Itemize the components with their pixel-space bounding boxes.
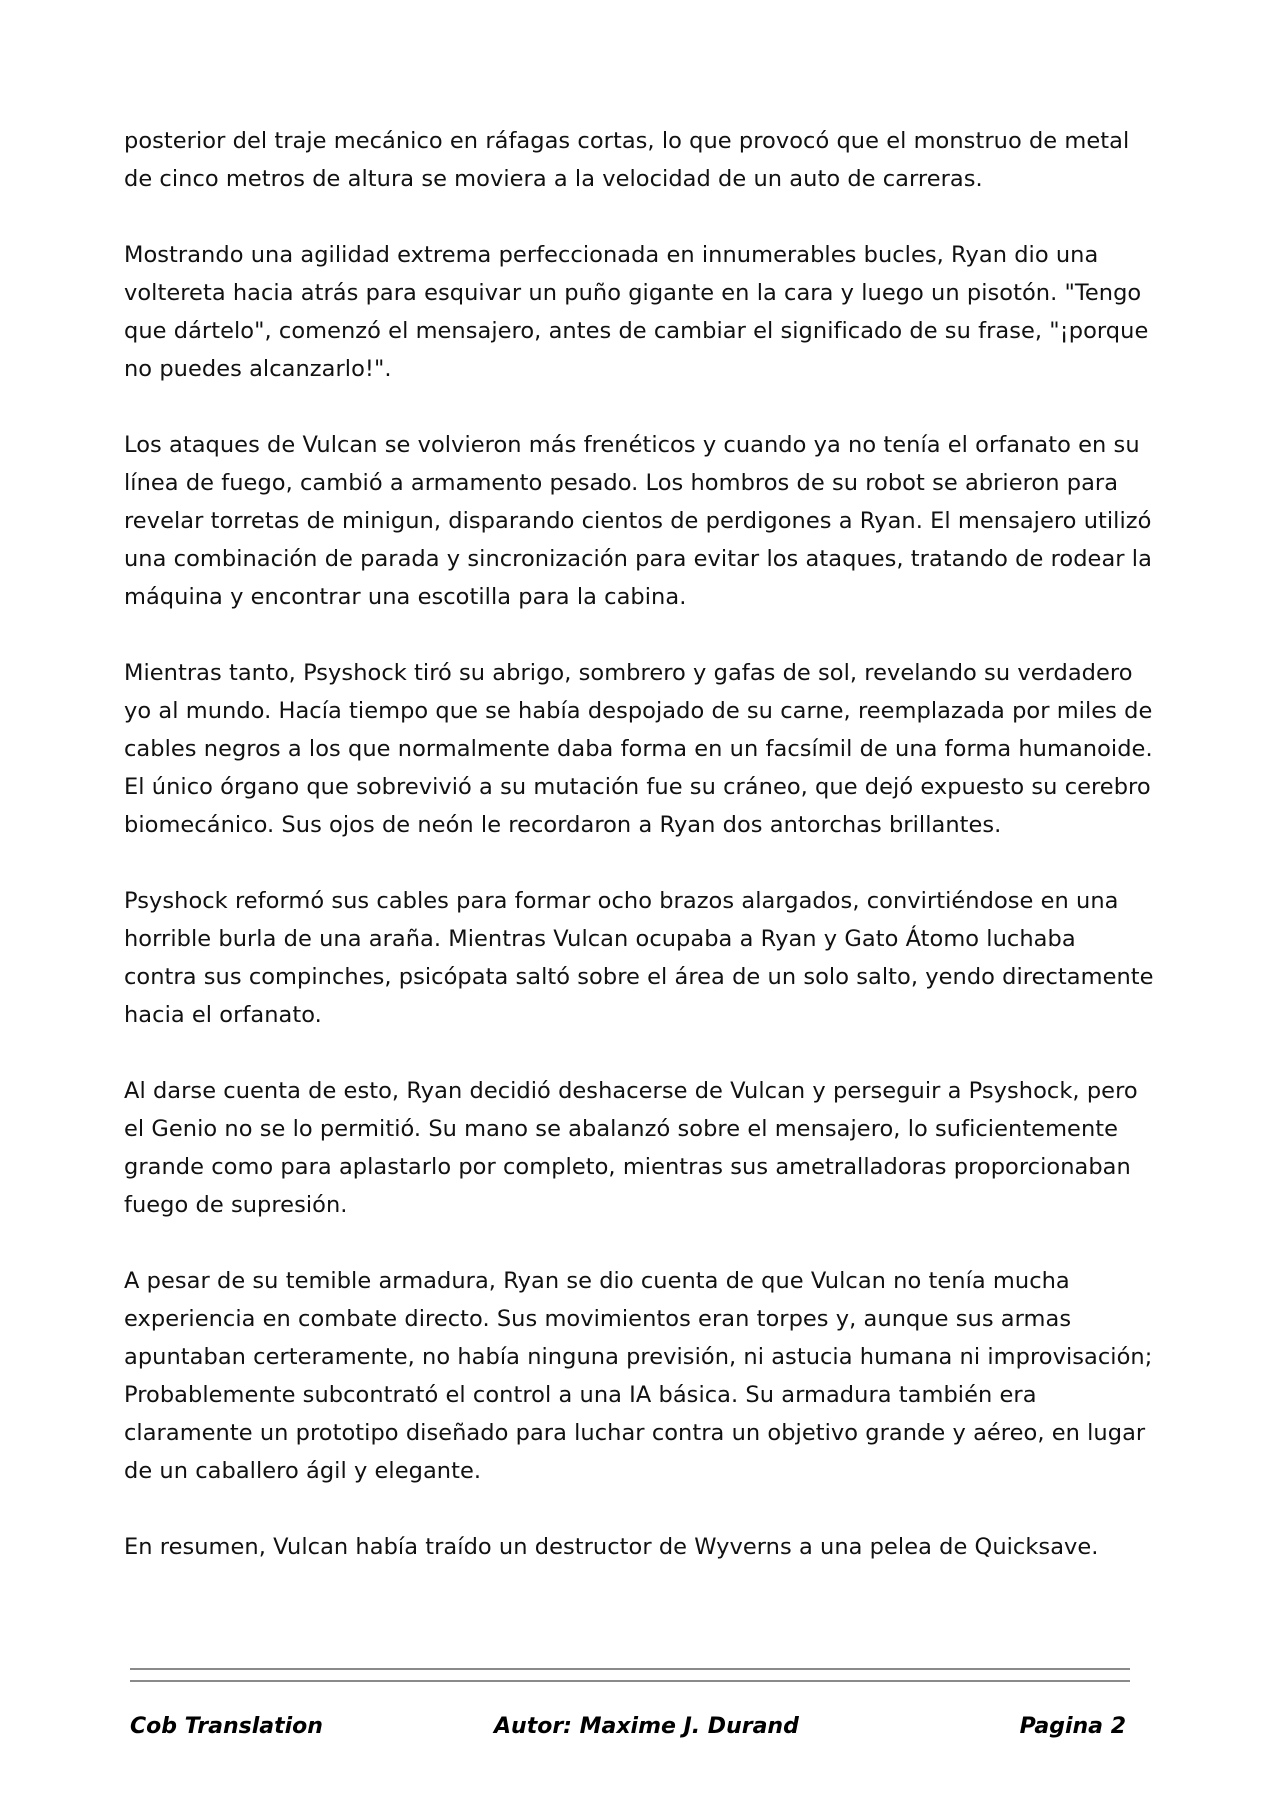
paragraph: En resumen, Vulcan había traído un destructor de Wyverns a una pelea de Quicksave. [124,1534,1099,1560]
footer-page-number: Pagina 2 [1019,1714,1126,1739]
paragraph: posterior del traje mecánico en ráfagas cortas, lo que provocó que el monstruo de metal de cinco metros de altura se moviera a la velocidad de un auto de carreras. [124,128,1130,192]
paragraph: Al darse cuenta de esto, Ryan decidió deshacerse de Vulcan y perseguir a Psyshock, pero el Genio no se lo permitió. Su mano se abalanzó sobre el mensajero, lo suficientemente grande como para aplastarlo por completo, mientras sus ametralladoras proporcionaban fuego de supresión. [124,1078,1138,1218]
footer-author: Autor: Maxime J. Durand [494,1714,799,1739]
footer-divider-top [130,1668,1130,1670]
footer-divider-bottom [130,1680,1130,1682]
footer-translator: Cob Translation [130,1714,323,1739]
paragraph: Mostrando una agilidad extrema perfeccionada en innumerables bucles, Ryan dio una voltereta hacia atrás para esquivar un puño gigante en la cara y luego un pisotón. "Tengo que dártelo", comenzó el mensajero, antes de cambiar el significado de su frase, "¡porque no puedes alcanzarlo!". [124,242,1149,382]
body-text [124,122,1154,1604]
paragraph: A pesar de su temible armadura, Ryan se dio cuenta de que Vulcan no tenía mucha experiencia en combate directo. Sus movimientos eran torpes y, aunque sus armas apuntaban certeramente, no había ninguna previsión, ni astucia humana ni improvisación; Probablemente subcontrató el control a una IA básica. Su armadura también era claramente un prototipo diseñado para luchar contra un objetivo grande y aéreo, en lugar de un caballero ágil y elegante. [124,1268,1153,1484]
paragraph: Los ataques de Vulcan se volvieron más frenéticos y cuando ya no tenía el orfanato en su línea de fuego, cambió a armamento pesado. Los hombros de su robot se abrieron para revelar torretas de minigun, disparando cientos de perdigones a Ryan. El mensajero utilizó una combinación de parada y sincronización para evitar los ataques, tratando de rodear la máquina y encontrar una escotilla para la cabina. [124,432,1152,610]
paragraph: Psyshock reformó sus cables para formar ocho brazos alargados, convirtiéndose en una horrible burla de una araña. Mientras Vulcan ocupaba a Ryan y Gato Átomo luchaba contra sus compinches, psicópata saltó sobre el área de un solo salto, yendo directamente hacia el orfanato. [124,888,1154,1028]
paragraph: Mientras tanto, Psyshock tiró su abrigo, sombrero y gafas de sol, revelando su verdadero yo al mundo. Hacía tiempo que se había despojado de su carne, reemplazada por miles de cables negros a los que normalmente daba forma en un facsímil de una forma humanoide. El único órgano que sobrevivió a su mutación fue su cráneo, que dejó expuesto su cerebro biomecánico. Sus ojos de neón le recordaron a Ryan dos antorchas brillantes. [124,660,1153,838]
